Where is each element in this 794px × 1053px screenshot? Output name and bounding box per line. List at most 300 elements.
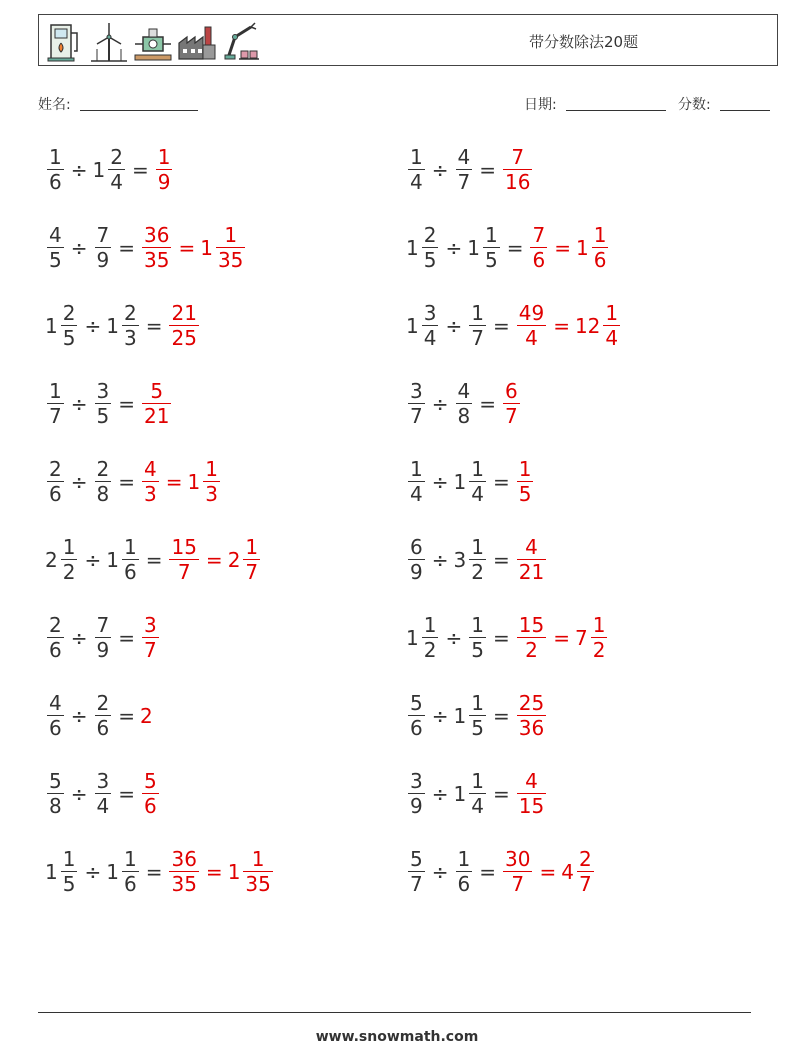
answer-fraction xyxy=(140,704,154,728)
answer xyxy=(501,145,534,194)
fraction xyxy=(517,535,546,584)
equals-sign: = xyxy=(118,625,135,650)
divisor xyxy=(467,301,488,350)
score-label: 分数: xyxy=(678,97,711,113)
denominator: 5 xyxy=(471,716,484,740)
answer-fraction xyxy=(140,769,161,818)
dividend xyxy=(45,145,66,194)
denominator: 16 xyxy=(505,170,531,194)
divisor xyxy=(454,457,488,506)
numerator: 1 xyxy=(410,457,423,481)
divisor xyxy=(454,535,488,584)
equals-sign: = xyxy=(492,781,510,806)
denominator: 2 xyxy=(525,638,538,662)
dividend xyxy=(406,847,427,896)
whole-number: 2 xyxy=(45,547,58,572)
numerator: 2 xyxy=(123,301,137,325)
fraction xyxy=(503,379,520,428)
answer xyxy=(140,379,173,428)
numerator: 3 xyxy=(410,379,423,403)
gas-station-icon xyxy=(45,19,85,63)
answer-fraction xyxy=(167,535,200,584)
problem-item xyxy=(45,145,174,194)
numerator: 4 xyxy=(144,457,157,481)
whole-number: 1 xyxy=(406,313,419,338)
fraction xyxy=(469,457,486,506)
numerator: 5 xyxy=(49,769,62,793)
numerator: 1 xyxy=(251,847,265,871)
fraction xyxy=(142,613,159,662)
equals-sign: = xyxy=(506,235,524,260)
numerator: 7 xyxy=(511,145,525,169)
divisor xyxy=(93,613,114,662)
numerator: 1 xyxy=(593,223,607,247)
denominator: 5 xyxy=(62,326,76,350)
numerator: 3 xyxy=(96,769,110,793)
problem-item xyxy=(45,769,161,818)
fraction xyxy=(142,457,159,506)
divide-sign: ÷ xyxy=(445,235,463,260)
denominator: 15 xyxy=(518,794,545,818)
equals-sign: = xyxy=(118,391,135,416)
denominator: 9 xyxy=(96,638,110,662)
equals-sign: = xyxy=(492,547,510,572)
numerator: 7 xyxy=(96,223,110,247)
numerator: 1 xyxy=(49,379,62,403)
divisor xyxy=(106,847,140,896)
numerator: 7 xyxy=(96,613,110,637)
fraction xyxy=(47,457,64,506)
denominator: 6 xyxy=(49,716,62,740)
numerator: 1 xyxy=(518,457,532,481)
equals-sign: = xyxy=(479,859,496,884)
problem-item xyxy=(406,613,609,662)
divide-sign: ÷ xyxy=(431,157,449,182)
denominator: 5 xyxy=(484,248,498,272)
fraction xyxy=(469,535,486,584)
fraction xyxy=(456,379,473,428)
equals-sign: = xyxy=(145,313,163,338)
fraction xyxy=(122,847,139,896)
numerator: 1 xyxy=(123,535,137,559)
fraction xyxy=(408,145,425,194)
divisor xyxy=(454,145,475,194)
denominator: 4 xyxy=(410,482,423,506)
numerator: 6 xyxy=(410,535,423,559)
fraction xyxy=(203,457,220,506)
whole-number: 1 xyxy=(45,859,58,884)
denominator: 7 xyxy=(457,170,471,194)
numerator: 1 xyxy=(423,613,437,637)
whole-number: 1 xyxy=(227,859,241,884)
divisor xyxy=(93,457,114,506)
denominator: 9 xyxy=(410,794,423,818)
whole-number: 12 xyxy=(574,313,601,338)
denominator: 7 xyxy=(245,560,259,584)
divisor xyxy=(467,613,488,662)
score-field[interactable] xyxy=(720,110,770,111)
problem-item xyxy=(406,145,534,194)
answer xyxy=(515,301,622,350)
answer-mixed-number xyxy=(188,457,222,506)
denominator: 6 xyxy=(49,638,62,662)
divide-sign: ÷ xyxy=(70,157,88,182)
equals-sign: = xyxy=(492,625,510,650)
denominator: 6 xyxy=(593,248,607,272)
denominator: 35 xyxy=(245,872,271,896)
answer-fraction xyxy=(501,847,534,896)
denominator: 2 xyxy=(423,638,437,662)
fraction xyxy=(122,301,139,350)
denominator: 35 xyxy=(144,248,170,272)
answer-fraction xyxy=(528,223,549,272)
numerator: 5 xyxy=(410,847,423,871)
dividend xyxy=(45,613,66,662)
numerator: 1 xyxy=(471,457,484,481)
whole-number: 1 xyxy=(453,781,467,806)
divisor xyxy=(454,691,488,740)
problem-item xyxy=(45,847,275,896)
header-box xyxy=(38,14,778,66)
answer-equals-sign: = xyxy=(178,235,196,260)
denominator: 6 xyxy=(123,560,137,584)
fraction xyxy=(577,847,594,896)
problem-item xyxy=(406,457,535,506)
numerator: 1 xyxy=(123,847,137,871)
wind-turbine-icon xyxy=(89,19,129,63)
problem-item xyxy=(406,769,548,818)
divisor xyxy=(93,145,127,194)
divide-sign: ÷ xyxy=(70,391,88,416)
fraction xyxy=(108,145,125,194)
numerator: 30 xyxy=(505,847,531,871)
numerator: 4 xyxy=(525,535,538,559)
problem-item xyxy=(406,847,596,896)
whole-number: 1 xyxy=(45,313,58,338)
denominator: 8 xyxy=(49,794,62,818)
dividend xyxy=(45,847,79,896)
denominator: 9 xyxy=(410,560,423,584)
whole-number: 1 xyxy=(467,235,480,260)
answer xyxy=(501,847,596,896)
numerator: 3 xyxy=(423,301,437,325)
dividend xyxy=(45,301,79,350)
whole-number: 3 xyxy=(453,547,467,572)
divisor xyxy=(454,847,475,896)
whole-number: 2 xyxy=(227,547,241,572)
answer-fraction xyxy=(501,145,534,194)
problem-item xyxy=(45,301,201,350)
fraction xyxy=(408,769,425,818)
fraction xyxy=(156,145,173,194)
fraction xyxy=(95,379,112,428)
equals-sign: = xyxy=(479,157,496,182)
dividend xyxy=(406,145,427,194)
divisor xyxy=(93,691,114,740)
fraction xyxy=(517,769,546,818)
denominator: 3 xyxy=(123,326,137,350)
equals-sign: = xyxy=(131,157,149,182)
whole-number: 1 xyxy=(575,235,589,260)
answer-mixed-number xyxy=(228,847,275,896)
denominator: 5 xyxy=(62,872,76,896)
denominator: 6 xyxy=(123,872,137,896)
equals-sign: = xyxy=(118,235,135,260)
denominator: 6 xyxy=(532,248,546,272)
divide-sign: ÷ xyxy=(431,859,449,884)
answer-equals-sign: = xyxy=(205,547,223,572)
dividend xyxy=(406,691,427,740)
denominator: 21 xyxy=(518,560,545,584)
answer xyxy=(154,145,175,194)
denominator: 6 xyxy=(144,794,157,818)
numerator: 1 xyxy=(592,613,606,637)
fraction xyxy=(469,613,486,662)
denominator: 7 xyxy=(410,404,423,428)
dividend xyxy=(406,457,427,506)
answer xyxy=(140,613,161,662)
dividend xyxy=(45,379,66,428)
answer xyxy=(140,704,154,728)
name-field[interactable] xyxy=(80,110,198,111)
fraction xyxy=(95,769,112,818)
answer xyxy=(140,223,247,272)
whole-number: 1 xyxy=(406,235,419,260)
dividend xyxy=(406,535,427,584)
fraction xyxy=(61,535,78,584)
divide-sign: ÷ xyxy=(84,859,102,884)
answer xyxy=(528,223,610,272)
numerator: 1 xyxy=(471,769,484,793)
divisor xyxy=(93,379,114,428)
problem-item xyxy=(45,457,222,506)
numerator: 2 xyxy=(62,301,76,325)
denominator: 5 xyxy=(96,404,110,428)
divide-sign: ÷ xyxy=(431,469,449,494)
numerator: 1 xyxy=(605,301,619,325)
fraction xyxy=(517,691,546,740)
denominator: 7 xyxy=(177,560,191,584)
numerator: 1 xyxy=(224,223,238,247)
numerator: 6 xyxy=(505,379,518,403)
fraction xyxy=(243,847,272,896)
numerator: 5 xyxy=(410,691,423,715)
fraction xyxy=(95,691,112,740)
date-label: 日期: xyxy=(524,97,557,113)
numerator: 25 xyxy=(518,691,545,715)
fraction xyxy=(469,769,486,818)
dividend xyxy=(406,613,440,662)
denominator: 5 xyxy=(49,248,62,272)
numerator: 15 xyxy=(518,613,545,637)
denominator: 7 xyxy=(505,404,518,428)
answer-fraction xyxy=(515,769,548,818)
numerator: 1 xyxy=(157,145,171,169)
denominator: 7 xyxy=(578,872,592,896)
denominator: 7 xyxy=(471,326,484,350)
fraction xyxy=(408,379,425,428)
fraction xyxy=(456,847,473,896)
divide-sign: ÷ xyxy=(70,703,88,728)
denominator: 25 xyxy=(171,326,197,350)
denominator: 4 xyxy=(605,326,619,350)
denominator: 4 xyxy=(410,170,423,194)
divide-sign: ÷ xyxy=(431,703,449,728)
problem-item xyxy=(406,535,548,584)
numerator: 1 xyxy=(484,223,498,247)
fraction xyxy=(469,691,486,740)
dividend xyxy=(406,301,440,350)
problem-item xyxy=(406,691,548,740)
numerator: 4 xyxy=(49,691,62,715)
numerator: 21 xyxy=(171,301,197,325)
answer-fraction xyxy=(140,223,173,272)
divide-sign: ÷ xyxy=(431,781,449,806)
answer-fraction xyxy=(154,145,175,194)
dividend xyxy=(45,535,79,584)
worksheet-title: 带分数除法20题 xyxy=(529,33,639,51)
answer xyxy=(167,535,262,584)
denominator: 6 xyxy=(96,716,110,740)
equals-sign: = xyxy=(492,703,510,728)
equals-sign: = xyxy=(492,313,510,338)
denominator: 4 xyxy=(471,794,484,818)
denominator: 6 xyxy=(457,872,471,896)
divide-sign: ÷ xyxy=(84,547,102,572)
fraction xyxy=(243,535,260,584)
answer xyxy=(515,613,610,662)
numerator: 2 xyxy=(423,223,437,247)
footer-url: www.snowmath.com xyxy=(315,1029,479,1045)
answer xyxy=(167,847,274,896)
equals-sign: = xyxy=(145,547,163,572)
numerator: 36 xyxy=(144,223,170,247)
divide-sign: ÷ xyxy=(431,547,449,572)
date-field[interactable] xyxy=(566,110,666,111)
problem-item xyxy=(406,223,610,272)
divisor xyxy=(454,379,475,428)
dividend xyxy=(406,223,440,272)
numerator: 1 xyxy=(205,457,218,481)
denominator: 8 xyxy=(96,482,110,506)
answer-equals-sign: = xyxy=(539,859,557,884)
fraction xyxy=(530,223,547,272)
denominator: 2 xyxy=(62,560,76,584)
divisor xyxy=(106,301,140,350)
fraction xyxy=(169,847,198,896)
denominator: 4 xyxy=(96,794,110,818)
answer-fraction xyxy=(515,691,548,740)
answer-mixed-number xyxy=(575,613,609,662)
fraction xyxy=(61,301,78,350)
answer-mixed-number xyxy=(228,535,262,584)
divide-sign: ÷ xyxy=(70,235,88,260)
denominator: 35 xyxy=(171,872,197,896)
equals-sign: = xyxy=(118,703,135,728)
denominator: 3 xyxy=(205,482,218,506)
numerator: 3 xyxy=(96,379,110,403)
fraction xyxy=(47,691,64,740)
answer-fraction xyxy=(167,847,200,896)
fraction xyxy=(169,535,198,584)
fraction xyxy=(483,223,500,272)
denominator: 9 xyxy=(96,248,110,272)
numerator: 49 xyxy=(518,301,545,325)
answer xyxy=(515,457,536,506)
answer-mixed-number xyxy=(200,223,247,272)
numerator: 1 xyxy=(471,301,484,325)
fraction xyxy=(216,223,245,272)
whole-number: 1 xyxy=(106,547,119,572)
name-label: 姓名: xyxy=(38,97,71,113)
denominator: 5 xyxy=(471,638,484,662)
divide-sign: ÷ xyxy=(84,313,102,338)
numerator: 7 xyxy=(532,223,546,247)
dividend xyxy=(45,769,66,818)
answer xyxy=(140,769,161,818)
answer xyxy=(501,379,522,428)
answer xyxy=(515,769,548,818)
footer-divider xyxy=(38,1012,751,1013)
fraction xyxy=(592,223,609,272)
dividend xyxy=(406,379,427,428)
denominator: 6 xyxy=(410,716,423,740)
denominator: 4 xyxy=(471,482,484,506)
fraction xyxy=(603,301,620,350)
divisor xyxy=(93,223,114,272)
problem-item xyxy=(406,301,622,350)
denominator: 7 xyxy=(511,872,525,896)
fraction xyxy=(142,769,159,818)
fraction xyxy=(95,223,112,272)
numerator: 4 xyxy=(457,145,471,169)
divisor xyxy=(454,769,488,818)
dividend xyxy=(45,457,66,506)
answer-fraction xyxy=(515,301,548,350)
answer-fraction xyxy=(515,535,548,584)
numerator: 4 xyxy=(457,379,471,403)
fraction xyxy=(517,457,534,506)
numerator: 2 xyxy=(578,847,592,871)
fraction xyxy=(142,379,171,428)
numerator: 36 xyxy=(171,847,197,871)
denominator: 2 xyxy=(471,560,484,584)
answer xyxy=(515,691,548,740)
numerator: 2 xyxy=(49,613,62,637)
fraction xyxy=(503,847,532,896)
divisor xyxy=(93,769,114,818)
answer-fraction xyxy=(515,613,548,662)
numerator: 1 xyxy=(457,847,471,871)
fraction xyxy=(95,613,112,662)
numerator: 1 xyxy=(245,535,259,559)
denominator: 5 xyxy=(518,482,532,506)
robot-arm-icon xyxy=(221,19,261,63)
answer-equals-sign: = xyxy=(165,469,183,494)
equals-sign: = xyxy=(145,859,163,884)
dividend xyxy=(406,769,427,818)
answer-equals-sign: = xyxy=(554,235,571,260)
divide-sign: ÷ xyxy=(445,313,463,338)
denominator: 2 xyxy=(592,638,606,662)
divisor xyxy=(106,535,140,584)
denominator: 8 xyxy=(457,404,471,428)
answer xyxy=(167,301,200,350)
whole-number: 1 xyxy=(453,703,467,728)
dividend xyxy=(45,223,66,272)
fraction xyxy=(122,535,139,584)
fraction xyxy=(408,535,425,584)
